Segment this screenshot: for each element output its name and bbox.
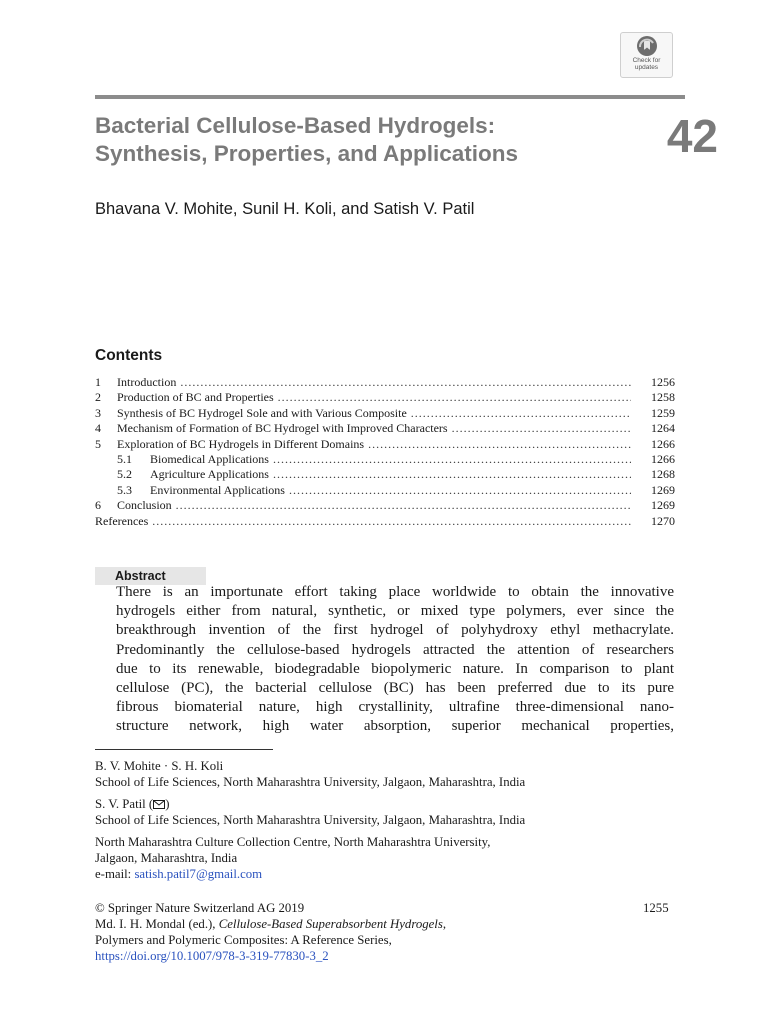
toc-entry-agriculture[interactable] bbox=[95, 467, 675, 482]
abstract-body bbox=[116, 583, 674, 737]
abstract-line: structure network, high water absorption, superior mechanical properties, bbox=[116, 718, 674, 735]
toc-entry-synthesis[interactable] bbox=[95, 406, 675, 421]
toc-title: Introduction bbox=[117, 375, 177, 389]
footnote-rule bbox=[95, 749, 273, 750]
toc-entry-introduction[interactable] bbox=[95, 375, 675, 390]
doi-link[interactable]: https://doi.org/10.1007/978-3-319-77830-3_2 bbox=[95, 949, 329, 963]
abstract-line: hydrogels either from natural, synthetic, or mixed type polymers, ever since the bbox=[116, 603, 674, 620]
series-line: Polymers and Polymeric Composites: A Reference Series, bbox=[95, 933, 392, 947]
toc-title: Biomedical Applications bbox=[150, 451, 269, 466]
toc-title: Mechanism of Formation of BC Hydrogel with Improved Characters bbox=[117, 421, 448, 436]
affiliation-2 bbox=[95, 796, 675, 828]
toc-leader bbox=[152, 514, 631, 529]
affiliation-institution: School of Life Sciences, North Maharashtra University, Jalgaon, Maharashtra, India bbox=[95, 813, 526, 827]
toc-entry-exploration[interactable] bbox=[95, 437, 675, 452]
book-title: Cellulose-Based Superabsorbent Hydrogels bbox=[218, 917, 443, 931]
abstract-line: There is an importunate effort taking place worldwide to obtain the innovative bbox=[116, 584, 674, 600]
toc-title: Environmental Applications bbox=[150, 482, 285, 497]
affiliation-3 bbox=[95, 834, 675, 882]
toc-number: 5.1 bbox=[117, 451, 132, 466]
abstract-line: breakthrough invention of the first hydrogel of polyhydroxy ethyl methacrylate. bbox=[116, 622, 674, 639]
page-footer bbox=[95, 900, 675, 964]
affiliation-institution: School of Life Sciences, North Maharashtra University, Jalgaon, Maharashtra, India bbox=[95, 775, 526, 789]
toc-page: 1269 bbox=[651, 498, 675, 513]
editor-line: Md. I. H. Mondal (ed.), Cellulose-Based Superabsorbent Hydrogels, bbox=[95, 917, 447, 931]
toc-number: 5.3 bbox=[117, 482, 132, 497]
toc-title: Exploration of BC Hydrogels in Different Domains bbox=[117, 436, 365, 451]
affiliation-names: S. V. Patil ( ) bbox=[95, 797, 170, 811]
chapter-title bbox=[95, 112, 615, 168]
toc-entry-production[interactable] bbox=[95, 390, 675, 405]
abstract-line: Predominantly the cellulose-based hydrogels attracted the attention of researchers bbox=[116, 641, 674, 658]
top-rule bbox=[95, 95, 685, 99]
abstract-line: cellulose (PC), the bacterial cellulose (BC) has been preferred due to its pure bbox=[116, 680, 674, 697]
toc-entry-conclusion[interactable] bbox=[95, 498, 675, 513]
email-link[interactable]: satish.patil7@gmail.com bbox=[134, 867, 263, 881]
toc-entry-references[interactable] bbox=[95, 514, 675, 529]
chapter-number: 42 bbox=[666, 110, 718, 162]
toc-leader bbox=[176, 498, 631, 513]
copyright-line: © Springer Nature Switzerland AG 2019 bbox=[95, 901, 305, 915]
affiliation-institution-line2: Jalgaon, Maharashtra, India bbox=[95, 851, 238, 865]
toc-page: 1264 bbox=[651, 421, 675, 436]
toc-page: 1269 bbox=[651, 482, 675, 497]
toc-entry-environmental[interactable] bbox=[95, 483, 675, 498]
table-of-contents bbox=[95, 375, 675, 529]
toc-leader bbox=[273, 452, 631, 467]
toc-title: Production of BC and Properties bbox=[117, 390, 274, 405]
toc-number: 6 bbox=[95, 498, 101, 513]
toc-leader bbox=[278, 390, 631, 405]
abstract-line: fibrous biomaterial nature, high crystallinity, ultrafine three-dimensional nano- bbox=[116, 699, 674, 716]
toc-number: 2 bbox=[95, 390, 101, 405]
toc-entry-mechanism[interactable] bbox=[95, 421, 675, 436]
toc-leader bbox=[452, 421, 631, 436]
toc-number: 5.2 bbox=[117, 467, 132, 482]
toc-title: References bbox=[95, 513, 149, 528]
affiliation-names: B. V. Mohite · S. H. Koli bbox=[95, 759, 224, 773]
check-for-updates-icon bbox=[636, 35, 658, 57]
contents-heading: Contents bbox=[95, 347, 163, 364]
toc-page: 1256 bbox=[651, 375, 675, 389]
toc-leader bbox=[411, 406, 631, 421]
affiliation-institution-line1: North Maharashtra Culture Collection Centre, North Maharashtra University, bbox=[95, 835, 491, 849]
toc-title: Agriculture Applications bbox=[150, 467, 269, 482]
toc-page: 1266 bbox=[651, 436, 675, 451]
toc-title: Synthesis of BC Hydrogel Sole and with Various Composite bbox=[117, 405, 407, 420]
toc-title: Conclusion bbox=[117, 498, 172, 513]
toc-leader bbox=[180, 375, 631, 390]
chapter-title-line2: Synthesis, Properties, and Applications bbox=[95, 141, 519, 166]
toc-leader bbox=[273, 467, 631, 482]
toc-page: 1266 bbox=[651, 451, 675, 466]
toc-number: 4 bbox=[95, 421, 101, 436]
affiliation-1 bbox=[95, 758, 675, 790]
toc-leader bbox=[289, 483, 631, 498]
author-list: Bhavana V. Mohite, Sunil H. Koli, and Satish V. Patil bbox=[95, 200, 475, 218]
email-line: e-mail: satish.patil7@gmail.com bbox=[95, 867, 263, 881]
envelope-icon bbox=[153, 800, 165, 809]
toc-page: 1270 bbox=[651, 513, 675, 528]
chapter-title-line1: Bacterial Cellulose-Based Hydrogels: bbox=[95, 113, 496, 138]
abstract-line: due to its renewable, biodegradable biopolymeric nature. In comparison to plant bbox=[116, 660, 674, 677]
toc-page: 1258 bbox=[651, 390, 675, 405]
badge-text-line1: Check for bbox=[632, 57, 661, 64]
badge-text-line2: updates bbox=[634, 64, 659, 71]
toc-entry-biomedical[interactable] bbox=[95, 452, 675, 467]
toc-leader bbox=[368, 437, 631, 452]
toc-number: 3 bbox=[95, 405, 101, 420]
toc-page: 1259 bbox=[651, 405, 675, 420]
abstract-label: Abstract bbox=[95, 567, 206, 585]
page-number: 1255 bbox=[643, 901, 669, 915]
check-for-updates-badge[interactable] bbox=[620, 32, 673, 78]
toc-number: 5 bbox=[95, 436, 101, 451]
toc-number: 1 bbox=[95, 375, 101, 389]
toc-page: 1268 bbox=[651, 467, 675, 482]
